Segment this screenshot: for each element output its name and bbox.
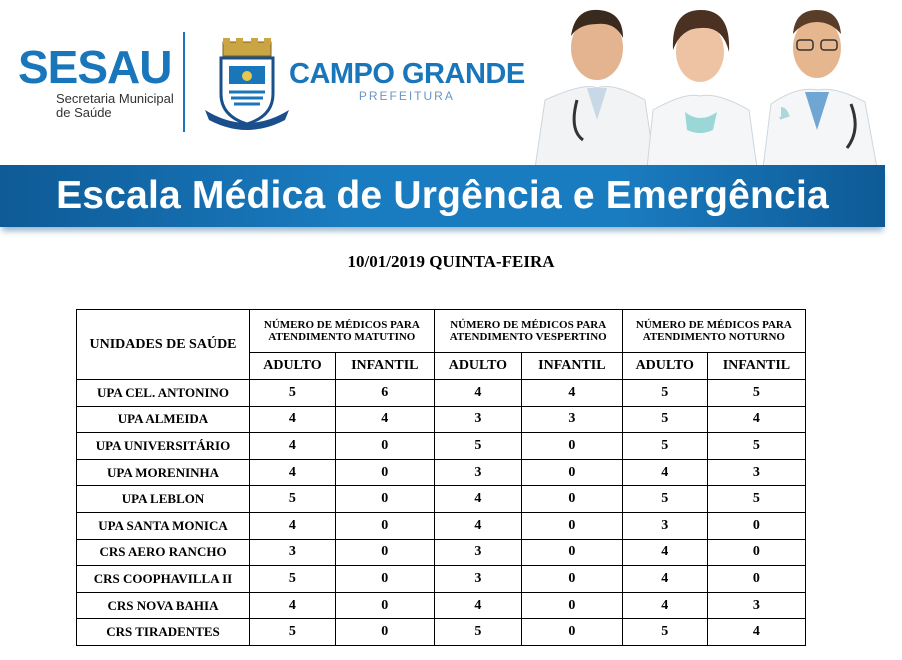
table-group-header-row: [77, 310, 806, 353]
table-row: [77, 512, 806, 539]
unit-name-cell: CRS COOPHAVILLA II: [77, 566, 250, 593]
unit-name-cell: UPA LEBLON: [77, 486, 250, 513]
city-title: CAMPO GRANDE: [289, 58, 525, 90]
doctor-count-cell: 0: [522, 619, 623, 646]
doctor-count-cell: 5: [707, 380, 805, 407]
unit-name-cell: UPA SANTA MONICA: [77, 512, 250, 539]
title-banner: [0, 165, 885, 227]
schedule-date: 10/01/2019 QUINTA-FEIRA: [347, 252, 555, 271]
doctor-count-cell: 4: [250, 512, 336, 539]
doctor-count-cell: 4: [622, 566, 707, 593]
doctor-count-cell: 0: [335, 619, 434, 646]
doctor-count-cell: 5: [250, 380, 336, 407]
doctor-count-cell: 4: [434, 592, 521, 619]
doctor-count-cell: 4: [707, 406, 805, 433]
doctor-count-cell: 0: [335, 433, 434, 460]
doctor-count-cell: 3: [707, 592, 805, 619]
doctor-count-cell: 0: [335, 512, 434, 539]
unit-name-cell: CRS NOVA BAHIA: [77, 592, 250, 619]
doctor-count-cell: 4: [622, 459, 707, 486]
doctor-count-cell: 5: [434, 619, 521, 646]
schedule-table: [76, 309, 806, 646]
doctor-count-cell: 3: [250, 539, 336, 566]
doctor-count-cell: 5: [622, 433, 707, 460]
doctor-count-cell: 0: [335, 592, 434, 619]
table-body: [77, 380, 806, 646]
doctor-count-cell: 5: [434, 433, 521, 460]
doctor-count-cell: 0: [707, 539, 805, 566]
doctor-count-cell: 0: [707, 512, 805, 539]
city-subtitle: PREFEITURA: [358, 89, 455, 103]
doctor-count-cell: 5: [707, 486, 805, 513]
doctor-count-cell: 5: [622, 380, 707, 407]
doctor-count-cell: 4: [522, 380, 623, 407]
group-header-matutino: NÚMERO DE MÉDICOS PARA ATENDIMENTO MATUTINO: [250, 310, 435, 353]
table-row: [77, 433, 806, 460]
sub-header: INFANTIL: [522, 353, 623, 380]
doctor-count-cell: 0: [522, 486, 623, 513]
doctor-count-cell: 4: [335, 406, 434, 433]
table-row: [77, 539, 806, 566]
doctor-count-cell: 0: [335, 459, 434, 486]
doctor-count-cell: 3: [522, 406, 623, 433]
unit-name-cell: UPA MORENINHA: [77, 459, 250, 486]
sub-header: ADULTO: [434, 353, 521, 380]
doctor-count-cell: 0: [522, 459, 623, 486]
unit-name-cell: UPA ALMEIDA: [77, 406, 250, 433]
doctor-count-cell: 3: [434, 566, 521, 593]
doctor-count-cell: 0: [335, 566, 434, 593]
doctor-count-cell: 3: [622, 512, 707, 539]
doctor-count-cell: 5: [250, 619, 336, 646]
table-row: [77, 592, 806, 619]
campo-grande-logo: [289, 58, 525, 102]
unit-name-cell: CRS AERO RANCHO: [77, 539, 250, 566]
doctor-count-cell: 0: [707, 566, 805, 593]
unit-name-cell: UPA UNIVERSITÁRIO: [77, 433, 250, 460]
unit-name-cell: UPA CEL. ANTONINO: [77, 380, 250, 407]
doctor-count-cell: 4: [250, 406, 336, 433]
doctor-count-cell: 4: [434, 486, 521, 513]
sesau-logo: [18, 41, 174, 120]
logo-divider: [183, 32, 185, 132]
table-row: [77, 380, 806, 407]
doctor-count-cell: 4: [622, 592, 707, 619]
doctor-count-cell: 3: [434, 539, 521, 566]
doctor-count-cell: 5: [250, 566, 336, 593]
doctor-count-cell: 4: [434, 380, 521, 407]
sesau-logo-text: SESAU: [18, 41, 172, 93]
city-crest-icon: [201, 36, 293, 132]
doctors-photo: [535, 0, 902, 168]
sub-header: ADULTO: [250, 353, 336, 380]
table-row: [77, 566, 806, 593]
doctor-count-cell: 3: [707, 459, 805, 486]
doctor-count-cell: 0: [522, 512, 623, 539]
doctor-count-cell: 5: [622, 486, 707, 513]
sub-header: INFANTIL: [335, 353, 434, 380]
header: [0, 0, 902, 240]
unit-name-cell: CRS TIRADENTES: [77, 619, 250, 646]
table-row: [77, 406, 806, 433]
doctor-count-cell: 0: [335, 486, 434, 513]
doctor-count-cell: 3: [434, 406, 521, 433]
sesau-subtitle-line2: de Saúde: [56, 105, 112, 120]
doctor-count-cell: 0: [335, 539, 434, 566]
doctor-count-cell: 5: [622, 619, 707, 646]
doctor-count-cell: 5: [250, 486, 336, 513]
sub-header: ADULTO: [622, 353, 707, 380]
doctor-count-cell: 4: [250, 592, 336, 619]
doctor-count-cell: 0: [522, 566, 623, 593]
sesau-subtitle-line1: Secretaria Municipal: [56, 91, 174, 106]
doctor-count-cell: 5: [707, 433, 805, 460]
group-header-noturno: NÚMERO DE MÉDICOS PARA ATENDIMENTO NOTURNO: [622, 310, 805, 353]
sub-header: INFANTIL: [707, 353, 805, 380]
doctor-count-cell: 5: [622, 406, 707, 433]
banner-title: Escala Médica de Urgência e Emergência: [56, 174, 829, 217]
doctor-count-cell: 6: [335, 380, 434, 407]
doctor-count-cell: 3: [434, 459, 521, 486]
doctor-count-cell: 0: [522, 539, 623, 566]
units-header: UNIDADES DE SAÚDE: [77, 310, 250, 380]
doctor-count-cell: 4: [250, 433, 336, 460]
doctor-count-cell: 4: [622, 539, 707, 566]
doctor-count-cell: 0: [522, 592, 623, 619]
sesau-subtitle: [56, 92, 174, 120]
table-row: [77, 459, 806, 486]
doctor-count-cell: 4: [707, 619, 805, 646]
table-row: [77, 619, 806, 646]
group-header-vespertino: NÚMERO DE MÉDICOS PARA ATENDIMENTO VESPERTINO: [434, 310, 622, 353]
table-row: [77, 486, 806, 513]
doctor-count-cell: 0: [522, 433, 623, 460]
doctor-count-cell: 4: [434, 512, 521, 539]
doctor-count-cell: 4: [250, 459, 336, 486]
